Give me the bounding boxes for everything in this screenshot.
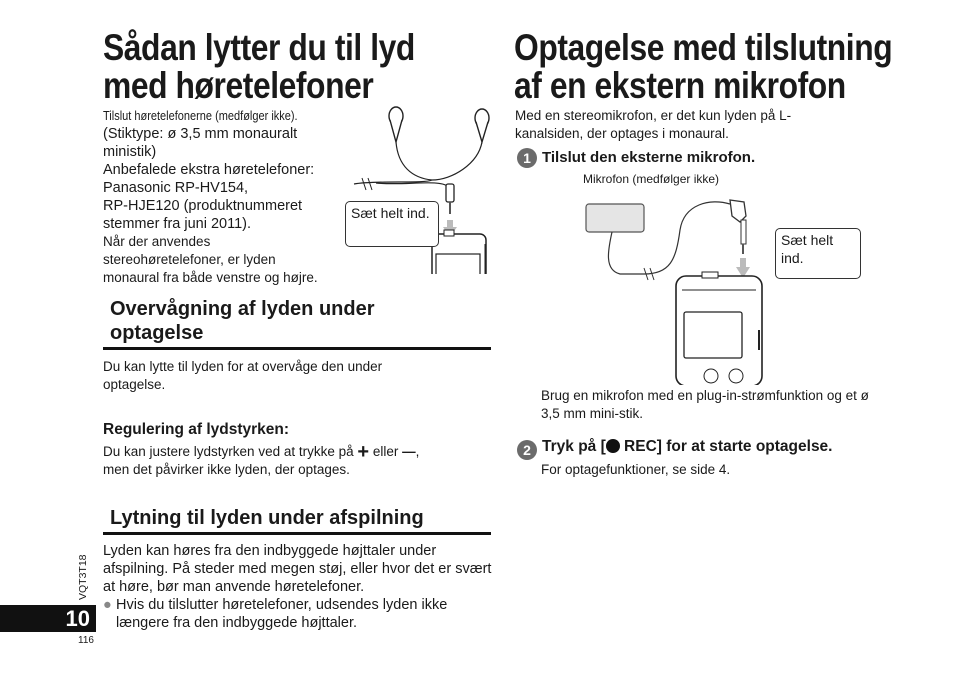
step2-label-after: REC] for at starte optagelse. — [619, 438, 833, 455]
minus-icon: — — [402, 444, 416, 459]
microphone-illustration — [580, 190, 770, 385]
volume-text-line2: men det påvirker ikke lyden, der optages. — [103, 462, 350, 477]
monitor-rule — [103, 347, 491, 350]
sub-page-number: 116 — [78, 635, 94, 646]
monitor-heading: Overvågning af lyden under optagelse — [110, 298, 375, 344]
intro-line: Panasonic RP-HV154, — [103, 180, 249, 196]
monitor-text: Du kan lytte til lyden for at overvåge den under optagelse. — [103, 359, 383, 392]
volume-text — [103, 443, 488, 479]
intro-line: stereohøretelefoner, er lyden — [103, 252, 276, 267]
left-intro — [103, 108, 353, 287]
intro-line: ministik) — [103, 144, 157, 160]
intro-line: RP-HJE120 (produktnummeret — [103, 198, 303, 214]
volume-text-after: , — [415, 444, 420, 459]
plus-icon: + — [357, 441, 370, 463]
left-title-line1: Sådan lytter du til lyd — [103, 27, 415, 68]
intro-line: monaural fra både venstre og højre. — [103, 270, 318, 285]
left-callout: Sæt helt ind. — [345, 201, 439, 247]
volume-text-before: Du kan justere lydstyrken ved at trykke på — [103, 444, 354, 459]
intro-line: stemmer fra juni 2011). — [103, 216, 252, 232]
record-icon — [606, 439, 620, 453]
playback-bullet — [103, 596, 493, 632]
step2-sub: For optagefunktioner, se side 4. — [541, 462, 731, 477]
step1-number: 1 — [517, 148, 537, 168]
right-callout: Sæt helt ind. — [775, 228, 861, 279]
step2-number: 2 — [517, 440, 537, 460]
playback-text: Lyden kan høres fra den indbyggede højttaler under afspilning. På steder med megen støj, eller hvor det er svært at høre, bør man anvende høretelefoner. — [103, 543, 492, 595]
left-title-line2: med høretelefoner — [103, 65, 374, 106]
playback-bullet-text: Hvis du tilslutter høretelefoner, udsendes lyden ikke længere fra den indbyggede højttaler. — [116, 597, 448, 631]
left-title — [103, 29, 415, 105]
step2-label — [542, 438, 833, 456]
headphones-illustration — [346, 104, 494, 274]
page-number: 10 — [0, 605, 96, 632]
playback-rule — [103, 532, 491, 535]
bullet-icon: ● — [103, 597, 112, 613]
right-title — [514, 29, 892, 105]
right-title-line2: af en ekstern mikrofon — [514, 65, 846, 106]
intro-line: (Stiktype: ø 3,5 mm monauralt — [103, 126, 298, 142]
right-title-line1: Optagelse med tilslutning — [514, 27, 893, 68]
intro-line: Når der anvendes — [103, 234, 211, 249]
doc-code: VQT3T18 — [77, 554, 89, 600]
intro-line: Tilslut høretelefonerne (medfølger ikke). — [103, 109, 298, 123]
step2-label-before: Tryk på [ — [542, 438, 606, 455]
mic-note: Brug en mikrofon med en plug-in-strømfunktion og et ø 3,5 mm mini-stik. — [541, 388, 869, 421]
volume-text-middle: eller — [372, 444, 399, 459]
mic-caption: Mikrofon (medfølger ikke) — [583, 172, 720, 186]
step1-label: Tilslut den eksterne mikrofon. — [542, 149, 756, 166]
intro-line: Anbefalede ekstra høretelefoner: — [103, 162, 315, 178]
volume-heading: Regulering af lydstyrken: — [103, 421, 290, 438]
right-intro: Med en stereomikrofon, er det kun lyden på L-kanalsiden, der optages i monaural. — [515, 108, 792, 141]
playback-heading: Lytning til lyden under afspilning — [110, 507, 424, 529]
